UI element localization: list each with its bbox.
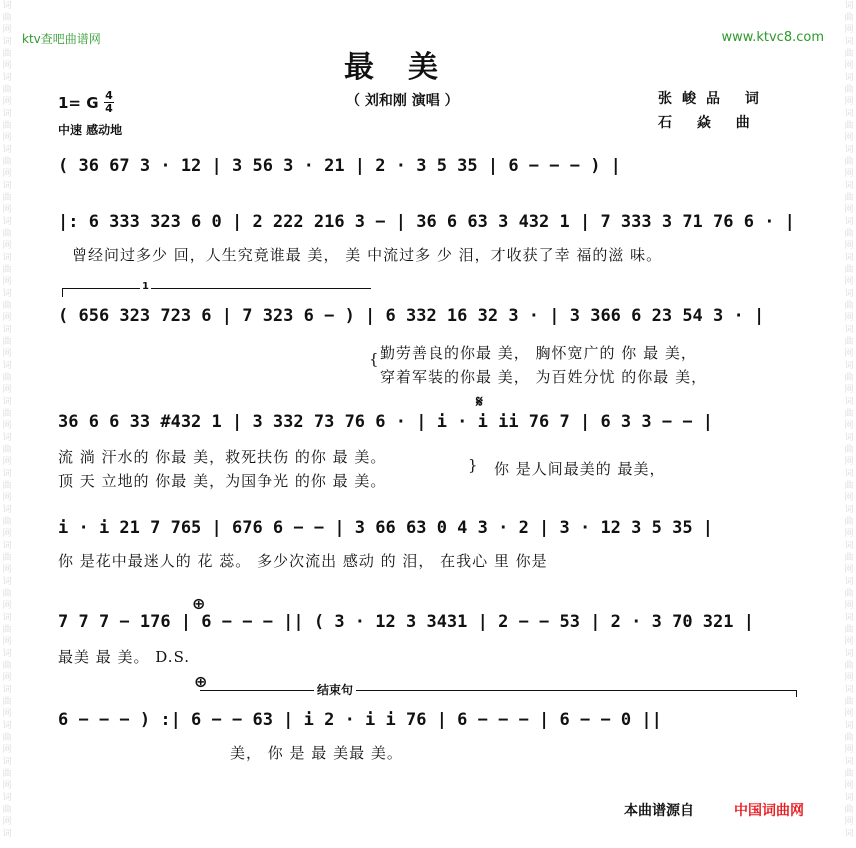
watermark-char: 词 [2,325,12,335]
watermark-char: 网 [2,61,12,71]
watermark-char: 网 [844,169,854,179]
watermark-char: 曲 [844,517,854,527]
watermark-char: 词 [2,361,12,371]
watermark-char: 曲 [844,409,854,419]
watermark-char: 词 [844,541,854,551]
notation-line: 36 6 6 33 #432 1 | 3 332 73 76 6 · | i · i ii 76 7 | 6 3 3 − − | [58,412,714,432]
watermark-char: 曲 [844,445,854,455]
lyric-line: 勤劳善良的你最 美， 胸怀宽广的 你 最 美， [380,344,697,362]
watermark-char: 曲 [844,769,854,779]
lyric-line-verse-2: 穿着军装的你最 美， 为百姓分忧 的你最 美， [380,368,708,386]
watermark-char: 曲 [2,661,12,671]
meter-top: 4 [105,89,113,102]
watermark-char: 词 [844,793,854,803]
volta-label: 1 [142,281,149,292]
lyric-line: 流 淌 汗水的 你最 美，救死扶伤 的你 最 美。 [58,448,387,466]
watermark-char: 曲 [2,409,12,419]
watermark-char: 词 [2,829,12,839]
watermark-char: 曲 [844,661,854,671]
watermark-char: 曲 [844,193,854,203]
watermark-sidebar-left [0,0,14,848]
meter-bottom: 4 [105,102,113,115]
watermark-char: 网 [2,601,12,611]
watermark-char: 网 [2,421,12,431]
segno-mark: 𝄋 [476,392,483,411]
watermark-char: 网 [2,277,12,287]
watermark-site-left[interactable]: ktv查吧曲谱网 [22,32,101,46]
watermark-char: 网 [2,205,12,215]
watermark-char: 网 [844,673,854,683]
watermark-char: 词 [2,721,12,731]
watermark-char: 曲 [2,121,12,131]
watermark-char: 曲 [2,193,12,203]
watermark-char: 曲 [844,481,854,491]
watermark-char: 词 [844,325,854,335]
watermark-char: 曲 [2,229,12,239]
watermark-char: 曲 [844,157,854,167]
watermark-char: 网 [844,277,854,287]
watermark-char: 曲 [844,301,854,311]
notation-line: i · i 21 7 765 | 676 6 − − | 3 66 63 0 4 3 · 2 | 3 · 12 3 5 35 | [58,518,714,538]
watermark-char: 词 [844,289,854,299]
notation-line: 6 − − − ) :| 6 − − 63 | i 2 · i i 76 | 6 − − − | 6 − − 0 || [58,710,662,730]
watermark-char: 曲 [2,85,12,95]
watermark-char: 词 [2,73,12,83]
watermark-char: 网 [2,709,12,719]
watermark-char: 词 [844,829,854,839]
watermark-char: 网 [2,817,12,827]
watermark-char: 网 [844,349,854,359]
watermark-char: 词 [844,253,854,263]
ending-bracket [200,690,797,697]
watermark-char: 网 [844,61,854,71]
watermark-char: 网 [844,421,854,431]
watermark-char: 词 [844,73,854,83]
watermark-char: 网 [844,205,854,215]
watermark-char: 词 [844,613,854,623]
watermark-char: 词 [2,37,12,47]
watermark-char: 词 [844,217,854,227]
watermark-char: 曲 [844,13,854,23]
watermark-char: 词 [2,505,12,515]
watermark-char: 词 [844,1,854,11]
watermark-char: 网 [2,385,12,395]
lyric-line: 曾经问过多少 回，人生究竟谁最 美， 美 中流过多 少 泪，才收获了幸 福的滋 味。 [72,246,663,264]
watermark-char: 词 [844,469,854,479]
watermark-char: 网 [2,637,12,647]
notation-line: ( 36 67 3 · 12 | 3 56 3 · 21 | 2 · 3 5 35 | 6 − − − ) | [58,156,621,176]
source-site-link[interactable]: 中国词曲网 [734,803,804,819]
watermark-char: 网 [2,673,12,683]
watermark-char: 网 [844,529,854,539]
notation-line: |: 6 333 323 6 0 | 2 222 216 3 − | 36 6 63 3 432 1 | 7 333 3 71 76 6 · | [58,212,795,232]
watermark-char: 词 [2,685,12,695]
watermark-char: 词 [2,181,12,191]
watermark-char: 曲 [2,445,12,455]
watermark-char: 曲 [2,49,12,59]
watermark-char: 曲 [2,481,12,491]
watermark-char: 网 [2,565,12,575]
watermark-char: 网 [844,133,854,143]
watermark-char: 曲 [844,697,854,707]
watermark-char: 曲 [844,85,854,95]
watermark-char: 曲 [2,625,12,635]
watermark-char: 词 [2,433,12,443]
lyric-line: 最美 最 美。 D.S. [58,648,191,666]
watermark-char: 词 [2,217,12,227]
watermark-char: 网 [844,817,854,827]
lyric-line: 美， 你 是 最 美最 美。 [230,744,403,762]
watermark-char: 词 [2,757,12,767]
performer: （ 刘和刚 演唱 ） [346,93,459,109]
watermark-char: 网 [844,781,854,791]
time-signature [104,90,114,115]
watermark-char: 曲 [2,769,12,779]
watermark-char: 曲 [844,337,854,347]
verse-brace: { [369,350,380,368]
notation-line: 7 7 7 − 176 | 6 − − − || ( 3 · 12 3 3431 | 2 − − 53 | 2 · 3 70 321 | [58,612,754,632]
watermark-char: 词 [844,181,854,191]
watermark-char: 曲 [844,373,854,383]
key-signature: 1= G [58,94,99,112]
watermark-char: 词 [844,37,854,47]
watermark-char: 曲 [2,733,12,743]
watermark-char: 网 [2,25,12,35]
watermark-char: 曲 [2,337,12,347]
watermark-char: 词 [2,253,12,263]
watermark-char: 曲 [2,697,12,707]
watermark-char: 网 [844,745,854,755]
watermark-char: 词 [2,145,12,155]
tempo-marking: 中速 感动地 [58,123,123,137]
watermark-char: 词 [2,1,12,11]
lyric-line: 你 是花中最迷人的 花 蕊。 多少次流出 感动 的 泪， 在我心 里 你是 [58,552,548,570]
watermark-char: 词 [844,397,854,407]
watermark-sidebar-right [842,0,856,848]
watermark-char: 曲 [2,589,12,599]
verse-brace: } [468,456,479,474]
watermark-char: 词 [2,577,12,587]
source-label: 本曲谱源自 [624,803,694,819]
watermark-char: 词 [844,433,854,443]
watermark-char: 词 [2,109,12,119]
watermark-char: 网 [2,529,12,539]
composer-credit: 石 焱 曲 [658,115,760,131]
watermark-char: 网 [2,313,12,323]
watermark-char: 网 [2,133,12,143]
watermark-char: 网 [844,457,854,467]
watermark-char: 词 [2,613,12,623]
watermark-char: 词 [844,145,854,155]
watermark-char: 词 [844,361,854,371]
volta-bracket [62,288,371,297]
watermark-char: 网 [2,745,12,755]
watermark-char: 网 [844,25,854,35]
coda-mark-ending: ⊕ [194,672,208,691]
watermark-char: 曲 [844,589,854,599]
watermark-char: 网 [2,349,12,359]
watermark-char: 曲 [844,121,854,131]
watermark-char: 词 [844,109,854,119]
watermark-char: 网 [844,709,854,719]
watermark-char: 曲 [844,229,854,239]
watermark-char: 曲 [844,625,854,635]
watermark-char: 曲 [2,13,12,23]
watermark-char: 网 [844,385,854,395]
watermark-char: 曲 [2,373,12,383]
song-title: 最美 [344,50,472,85]
lyric-line-verse-2: 顶 天 立地的 你最 美，为国争光 的你 最 美。 [58,472,387,490]
lyricist-credit: 张峻品 词 [658,91,769,107]
watermark-char: 网 [844,601,854,611]
watermark-char: 词 [844,757,854,767]
watermark-char: 词 [2,793,12,803]
chorus-lyric: 你 是人间最美的 最美， [494,460,666,478]
coda-mark: ⊕ [192,594,206,613]
watermark-char: 曲 [844,733,854,743]
watermark-char: 曲 [2,517,12,527]
watermark-char: 网 [2,781,12,791]
watermark-char: 网 [844,313,854,323]
watermark-char: 曲 [2,553,12,563]
watermark-char: 网 [844,637,854,647]
watermark-char: 词 [844,685,854,695]
watermark-char: 网 [844,493,854,503]
watermark-char: 网 [844,241,854,251]
watermark-char: 曲 [2,301,12,311]
ending-label: 结束句 [314,681,356,698]
watermark-char: 词 [2,649,12,659]
watermark-char: 网 [2,493,12,503]
watermark-char: 词 [2,397,12,407]
watermark-char: 词 [844,505,854,515]
watermark-char: 曲 [844,553,854,563]
watermark-char: 网 [844,97,854,107]
watermark-site-right[interactable]: www.ktvc8.com [721,30,824,45]
watermark-char: 网 [844,565,854,575]
watermark-char: 曲 [2,805,12,815]
watermark-char: 网 [2,241,12,251]
watermark-char: 曲 [2,265,12,275]
watermark-char: 词 [844,721,854,731]
watermark-char: 网 [2,169,12,179]
watermark-char: 曲 [844,265,854,275]
watermark-char: 词 [2,541,12,551]
watermark-char: 词 [2,469,12,479]
watermark-char: 网 [2,97,12,107]
watermark-char: 网 [2,457,12,467]
watermark-char: 词 [844,649,854,659]
notation-line: ( 656 323 723 6 | 7 323 6 − ) | 6 332 16 32 3 · | 3 366 6 23 54 3 · | [58,306,765,326]
watermark-char: 词 [844,577,854,587]
watermark-char: 词 [2,289,12,299]
watermark-char: 曲 [844,49,854,59]
watermark-char: 曲 [844,805,854,815]
watermark-char: 曲 [2,157,12,167]
